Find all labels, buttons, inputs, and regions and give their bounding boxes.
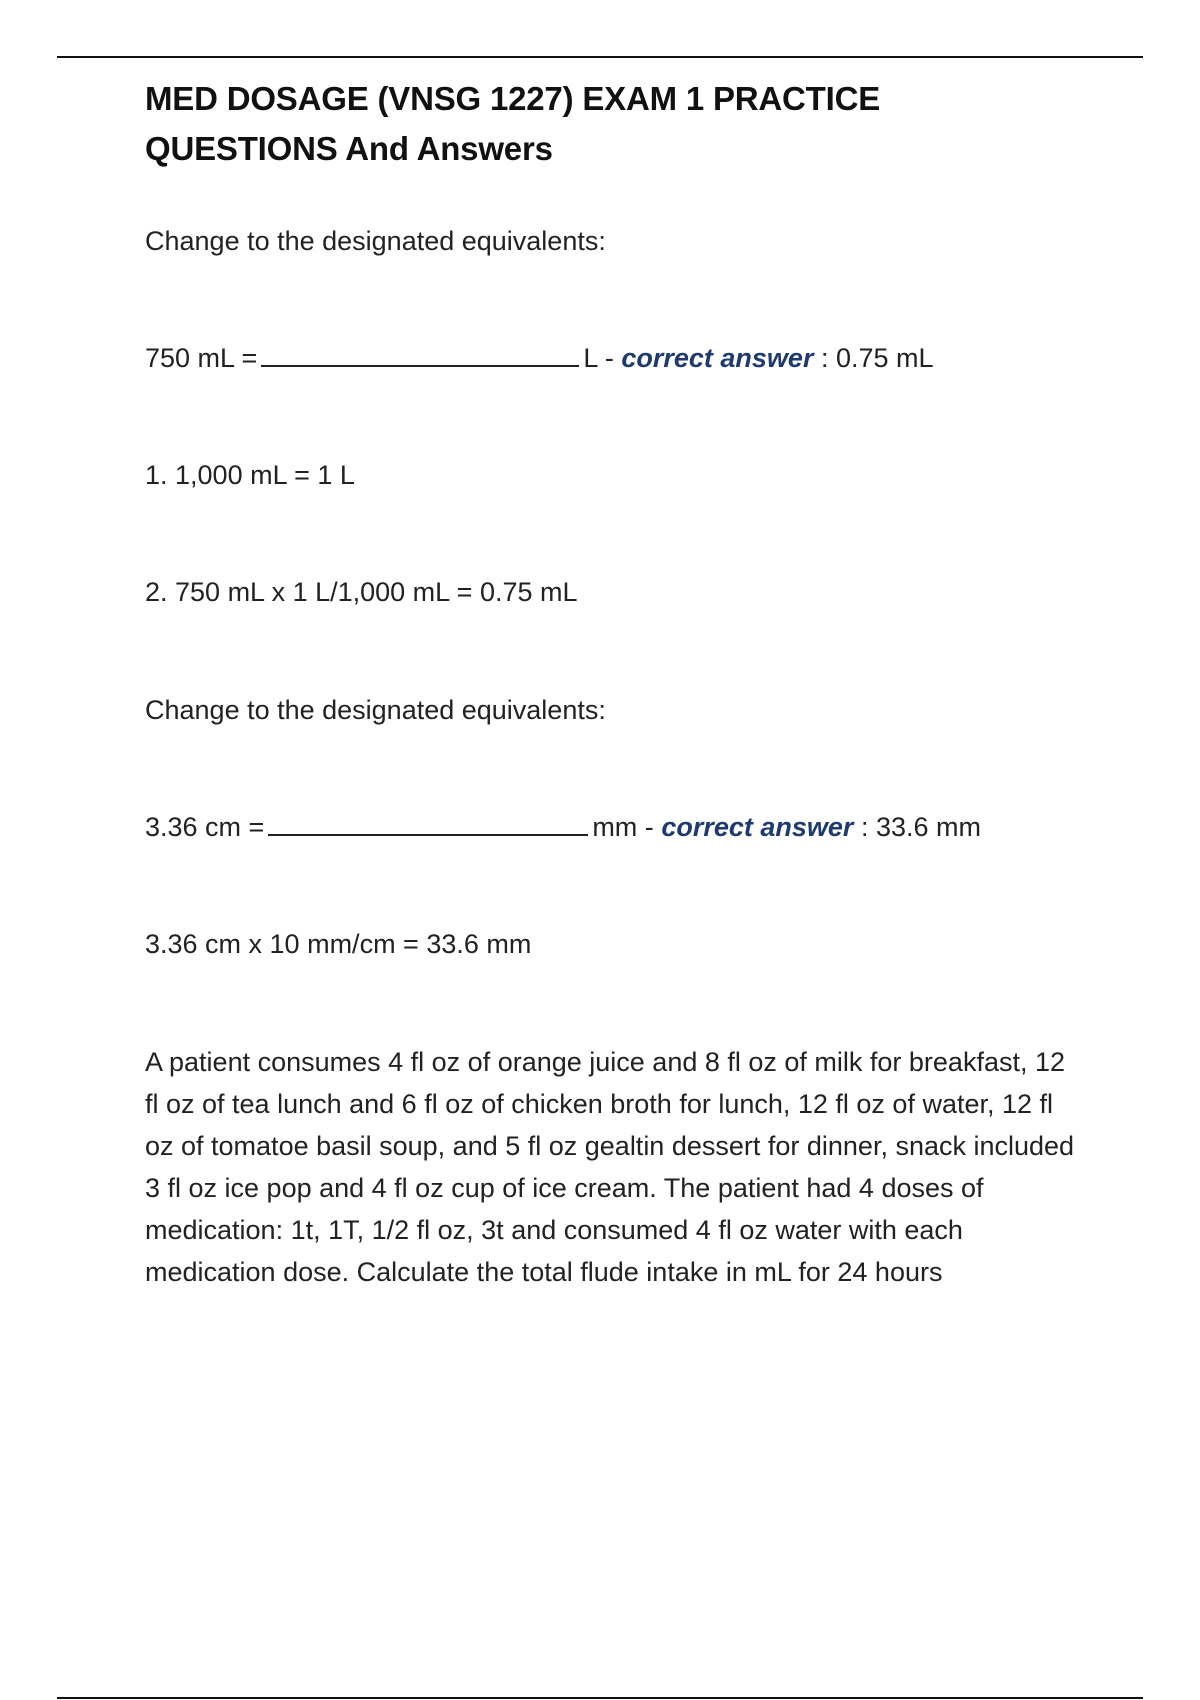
q1-unit: L - bbox=[583, 343, 614, 373]
q1-answer-label: correct answer bbox=[621, 343, 814, 373]
q1-prompt: Change to the designated equivalents: bbox=[145, 226, 606, 256]
document-title: MED DOSAGE (VNSG 1227) EXAM 1 PRACTICE QUESTIONS And Answers bbox=[145, 80, 881, 167]
q1-left: 750 mL = bbox=[145, 343, 258, 373]
q1-step-2: 2. 750 mL x 1 L/1,000 mL = 0.75 mL bbox=[145, 577, 578, 607]
q1-answer-blank bbox=[261, 341, 579, 367]
q2-answer-blank bbox=[268, 810, 588, 836]
top-rule bbox=[57, 56, 1143, 58]
q1-answer-value: : 0.75 mL bbox=[820, 343, 934, 373]
q2-answer-value: : 33.6 mm bbox=[860, 812, 981, 842]
document-page bbox=[145, 70, 1075, 1287]
q3-prompt: A patient consumes 4 fl oz of orange juice and 8 fl oz of milk for breakfast, 12 fl oz of tea lunch and 6 fl oz of chicken broth for lunch, 12 fl oz of water, 12 fl oz of tomatoe basil soup, and 5 fl oz gealtin dessert for dinner, snack included 3 fl oz ice pop and 4 fl oz cup of ice cream. The patient had 4 doses of medication: 1t, 1T, 1/2 fl oz, 3t and consumed 4 fl oz water with each medication dose. Calculate the total flude intake in mL for 24 hours bbox=[145, 1047, 1075, 1287]
q2-left: 3.36 cm = bbox=[145, 812, 265, 842]
q2-step-1: 3.36 cm x 10 mm/cm = 33.6 mm bbox=[145, 929, 532, 959]
q2-answer-label: correct answer bbox=[661, 812, 854, 842]
q2-unit: mm - bbox=[592, 812, 654, 842]
q1-question bbox=[145, 337, 934, 379]
q2-question bbox=[145, 806, 981, 848]
q2-prompt: Change to the designated equivalents: bbox=[145, 695, 606, 725]
bottom-rule bbox=[57, 1697, 1143, 1699]
q1-step-1: 1. 1,000 mL = 1 L bbox=[145, 460, 355, 490]
